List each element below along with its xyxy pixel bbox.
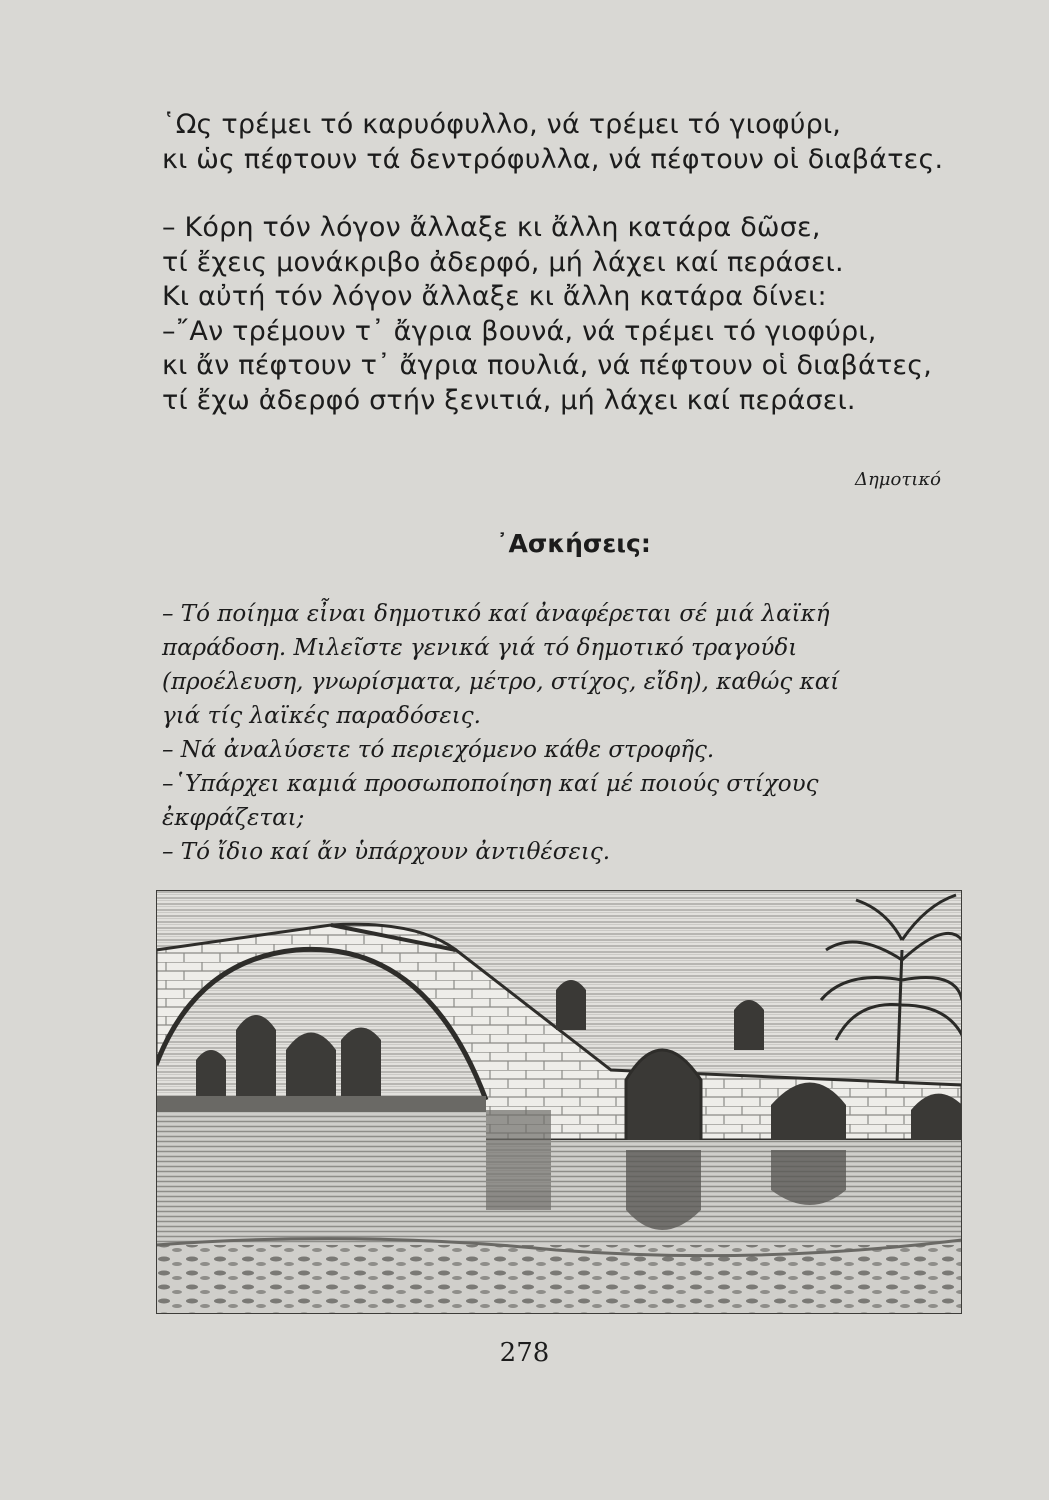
exercise-item: – Νά ἀναλύσετε τό περιεχόμενο κάθε στροφῆς.: [162, 737, 715, 763]
poem-line: τί ἔχεις μονάκριβο ἀδερφό, μή λάχει καί περάσει.: [162, 246, 844, 278]
poem-line: κι ὡς πέφτουν τά δεντρόφυλλα, νά πέφτουν οἱ διαβάτες.: [162, 143, 944, 175]
exercise-line: γιά τίς λαϊκές παραδόσεις.: [162, 703, 481, 729]
poem-line: κι ἄν πέφτουν τ᾽ ἄγρια πουλιά, νά πέφτουν οἱ διαβάτες,: [162, 350, 933, 381]
exercise-line: –῾Υπάρχει καμιά προσωποποίηση καί μέ ποιούς στίχους: [162, 771, 819, 797]
bridge-illustration: [156, 890, 962, 1314]
exercise-line: παράδοση. Μιλεῖστε γενικά γιά τό δημοτικό τραγούδι: [162, 635, 798, 661]
poem-line: τί ἔχω ἀδερφό στήν ξενιτιά, μή λάχει καί περάσει.: [162, 384, 856, 416]
poem-line: Κι αὐτή τόν λόγον ἄλλαξε κι ἄλλη κατάρα δίνει:: [162, 281, 827, 312]
exercises-list: [162, 597, 972, 869]
exercise-item: – Τό ἴδιο καί ἄν ὑπάρχουν ἀντιθέσεις.: [162, 839, 611, 865]
exercise-line: ἐκφράζεται;: [162, 805, 305, 831]
page-number: 278: [499, 1338, 550, 1368]
poem-line: ῾Ως τρέμει τό καρυόφυλλο, νά τρέμει τό γιοφύρι,: [162, 109, 842, 140]
poem-attribution: Δημοτικό: [855, 469, 941, 490]
exercises-heading: ᾽Ασκήσεις:: [496, 529, 651, 558]
exercise-line: – Τό ποίημα εἶναι δημοτικό καί ἀναφέρεται σέ μιά λαϊκή: [162, 601, 830, 627]
exercise-item: [162, 597, 972, 733]
poem: [162, 108, 982, 418]
exercise-item: [162, 767, 972, 835]
poem-line: –῎Αν τρέμουν τ᾽ ἄγρια βουνά, νά τρέμει τό γιοφύρι,: [162, 315, 877, 347]
poem-line: – Κόρη τόν λόγον ἄλλαξε κι ἄλλη κατάρα δῶσε,: [162, 212, 821, 243]
exercise-line: (προέλευση, γνωρίσματα, μέτρο, στίχος, εἴδη), καθώς καί: [162, 669, 840, 695]
